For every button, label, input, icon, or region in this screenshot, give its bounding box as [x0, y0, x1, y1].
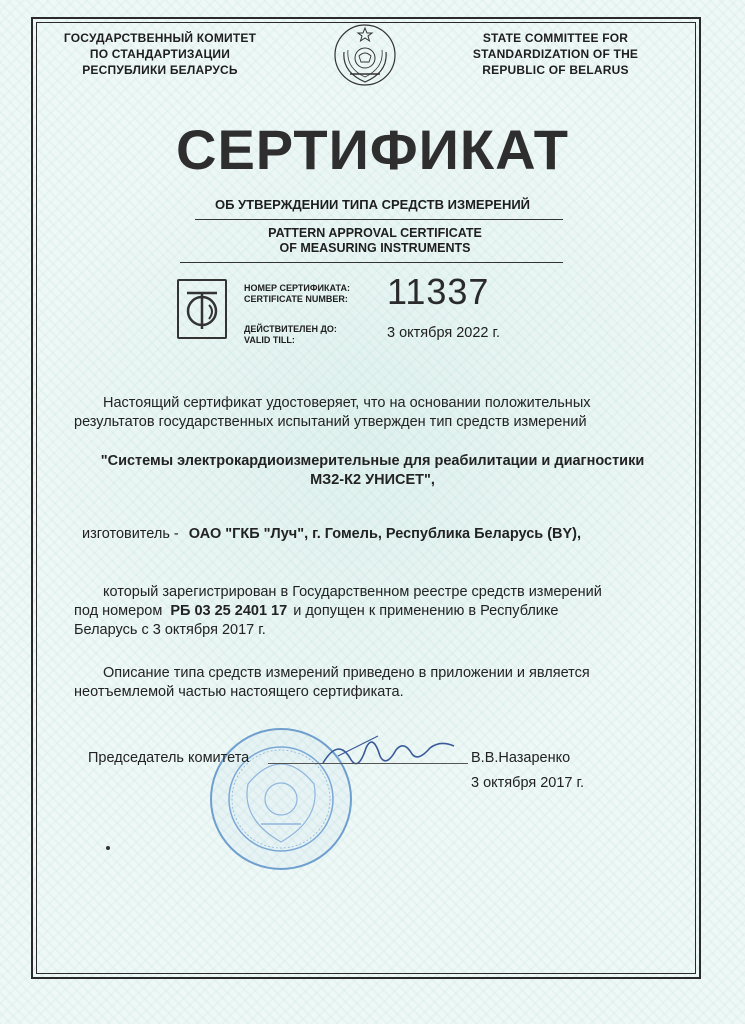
description-line-2: неотъемлемой частью настоящего сертификата.	[74, 684, 404, 700]
signature-date: 3 октября 2017 г.	[471, 775, 585, 791]
registry-suffix: и допущен к применению в Республике	[293, 603, 559, 619]
manufacturer-label: изготовитель -	[82, 526, 179, 542]
label-en: VALID TILL:	[244, 335, 295, 345]
product-line-1: "Системы электрокардиоизмерительные для реабилитации и диагностики	[100, 453, 645, 469]
certificate-number-label	[244, 283, 350, 305]
valid-till-label	[244, 324, 337, 346]
subtitle-en	[180, 226, 570, 256]
certificate-number: 11337	[387, 271, 490, 312]
state-emblem-icon	[332, 22, 398, 88]
standardization-logo	[177, 279, 227, 339]
header-en-line: STATE COMMITTEE FOR	[482, 31, 629, 45]
header-ru-line: ПО СТАНДАРТИЗАЦИИ	[89, 47, 231, 61]
label-ru: НОМЕР СЕРТИФИКАТА:	[244, 283, 350, 293]
manufacturer-row	[82, 525, 581, 544]
subtitle-en-line: PATTERN APPROVAL CERTIFICATE	[268, 226, 482, 240]
registry-number: РБ 03 25 2401 17	[170, 603, 288, 619]
divider	[195, 219, 563, 220]
label-ru: ДЕЙСТВИТЕЛЕН ДО:	[244, 324, 337, 334]
signature-line	[268, 763, 468, 764]
header-en-line: REPUBLIC OF BELARUS	[482, 63, 629, 77]
divider	[180, 262, 563, 263]
registry-prefix: под номером	[74, 603, 163, 619]
header-en	[448, 30, 663, 78]
signatory-role: Председатель комитета	[88, 750, 250, 766]
ink-dot	[106, 846, 110, 850]
description-line-1: Описание типа средств измерений приведено в приложении и является	[103, 665, 590, 681]
valid-till-date: 3 октября 2022 г.	[387, 325, 501, 341]
subtitle-en-line: OF MEASURING INSTRUMENTS	[279, 241, 471, 255]
header-ru-line: РЕСПУБЛИКИ БЕЛАРУСЬ	[82, 63, 238, 77]
product-line-2: МЗ2-К2 УНИСЕТ",	[310, 472, 435, 488]
signatory-name: В.В.Назаренко	[471, 750, 571, 766]
intro-line-1: Настоящий сертификат удостоверяет, что на основании положительных	[103, 395, 591, 411]
document-title: СЕРТИФИКАТ	[176, 118, 569, 181]
manufacturer-name: ОАО "ГКБ "Луч", г. Гомель, Республика Беларусь (BY),	[188, 526, 582, 542]
label-en: CERTIFICATE NUMBER:	[244, 294, 348, 304]
subtitle-ru: ОБ УТВЕРЖДЕНИИ ТИПА СРЕДСТВ ИЗМЕРЕНИЙ	[214, 197, 531, 212]
registry-line-3: Беларусь с 3 октября 2017 г.	[74, 622, 266, 638]
standardization-mark-icon	[179, 281, 225, 337]
header-ru-line: ГОСУДАРСТВЕННЫЙ КОМИТЕТ	[63, 31, 257, 45]
intro-line-2: результатов государственных испытаний утвержден тип средств измерений	[74, 414, 587, 430]
signature-icon	[318, 728, 458, 778]
registry-line-1: который зарегистрирован в Государственном реестре средств измерений	[103, 584, 602, 600]
header-ru	[55, 30, 265, 78]
header-en-line: STANDARDIZATION OF THE	[472, 47, 639, 61]
registry-line-2	[74, 602, 558, 621]
